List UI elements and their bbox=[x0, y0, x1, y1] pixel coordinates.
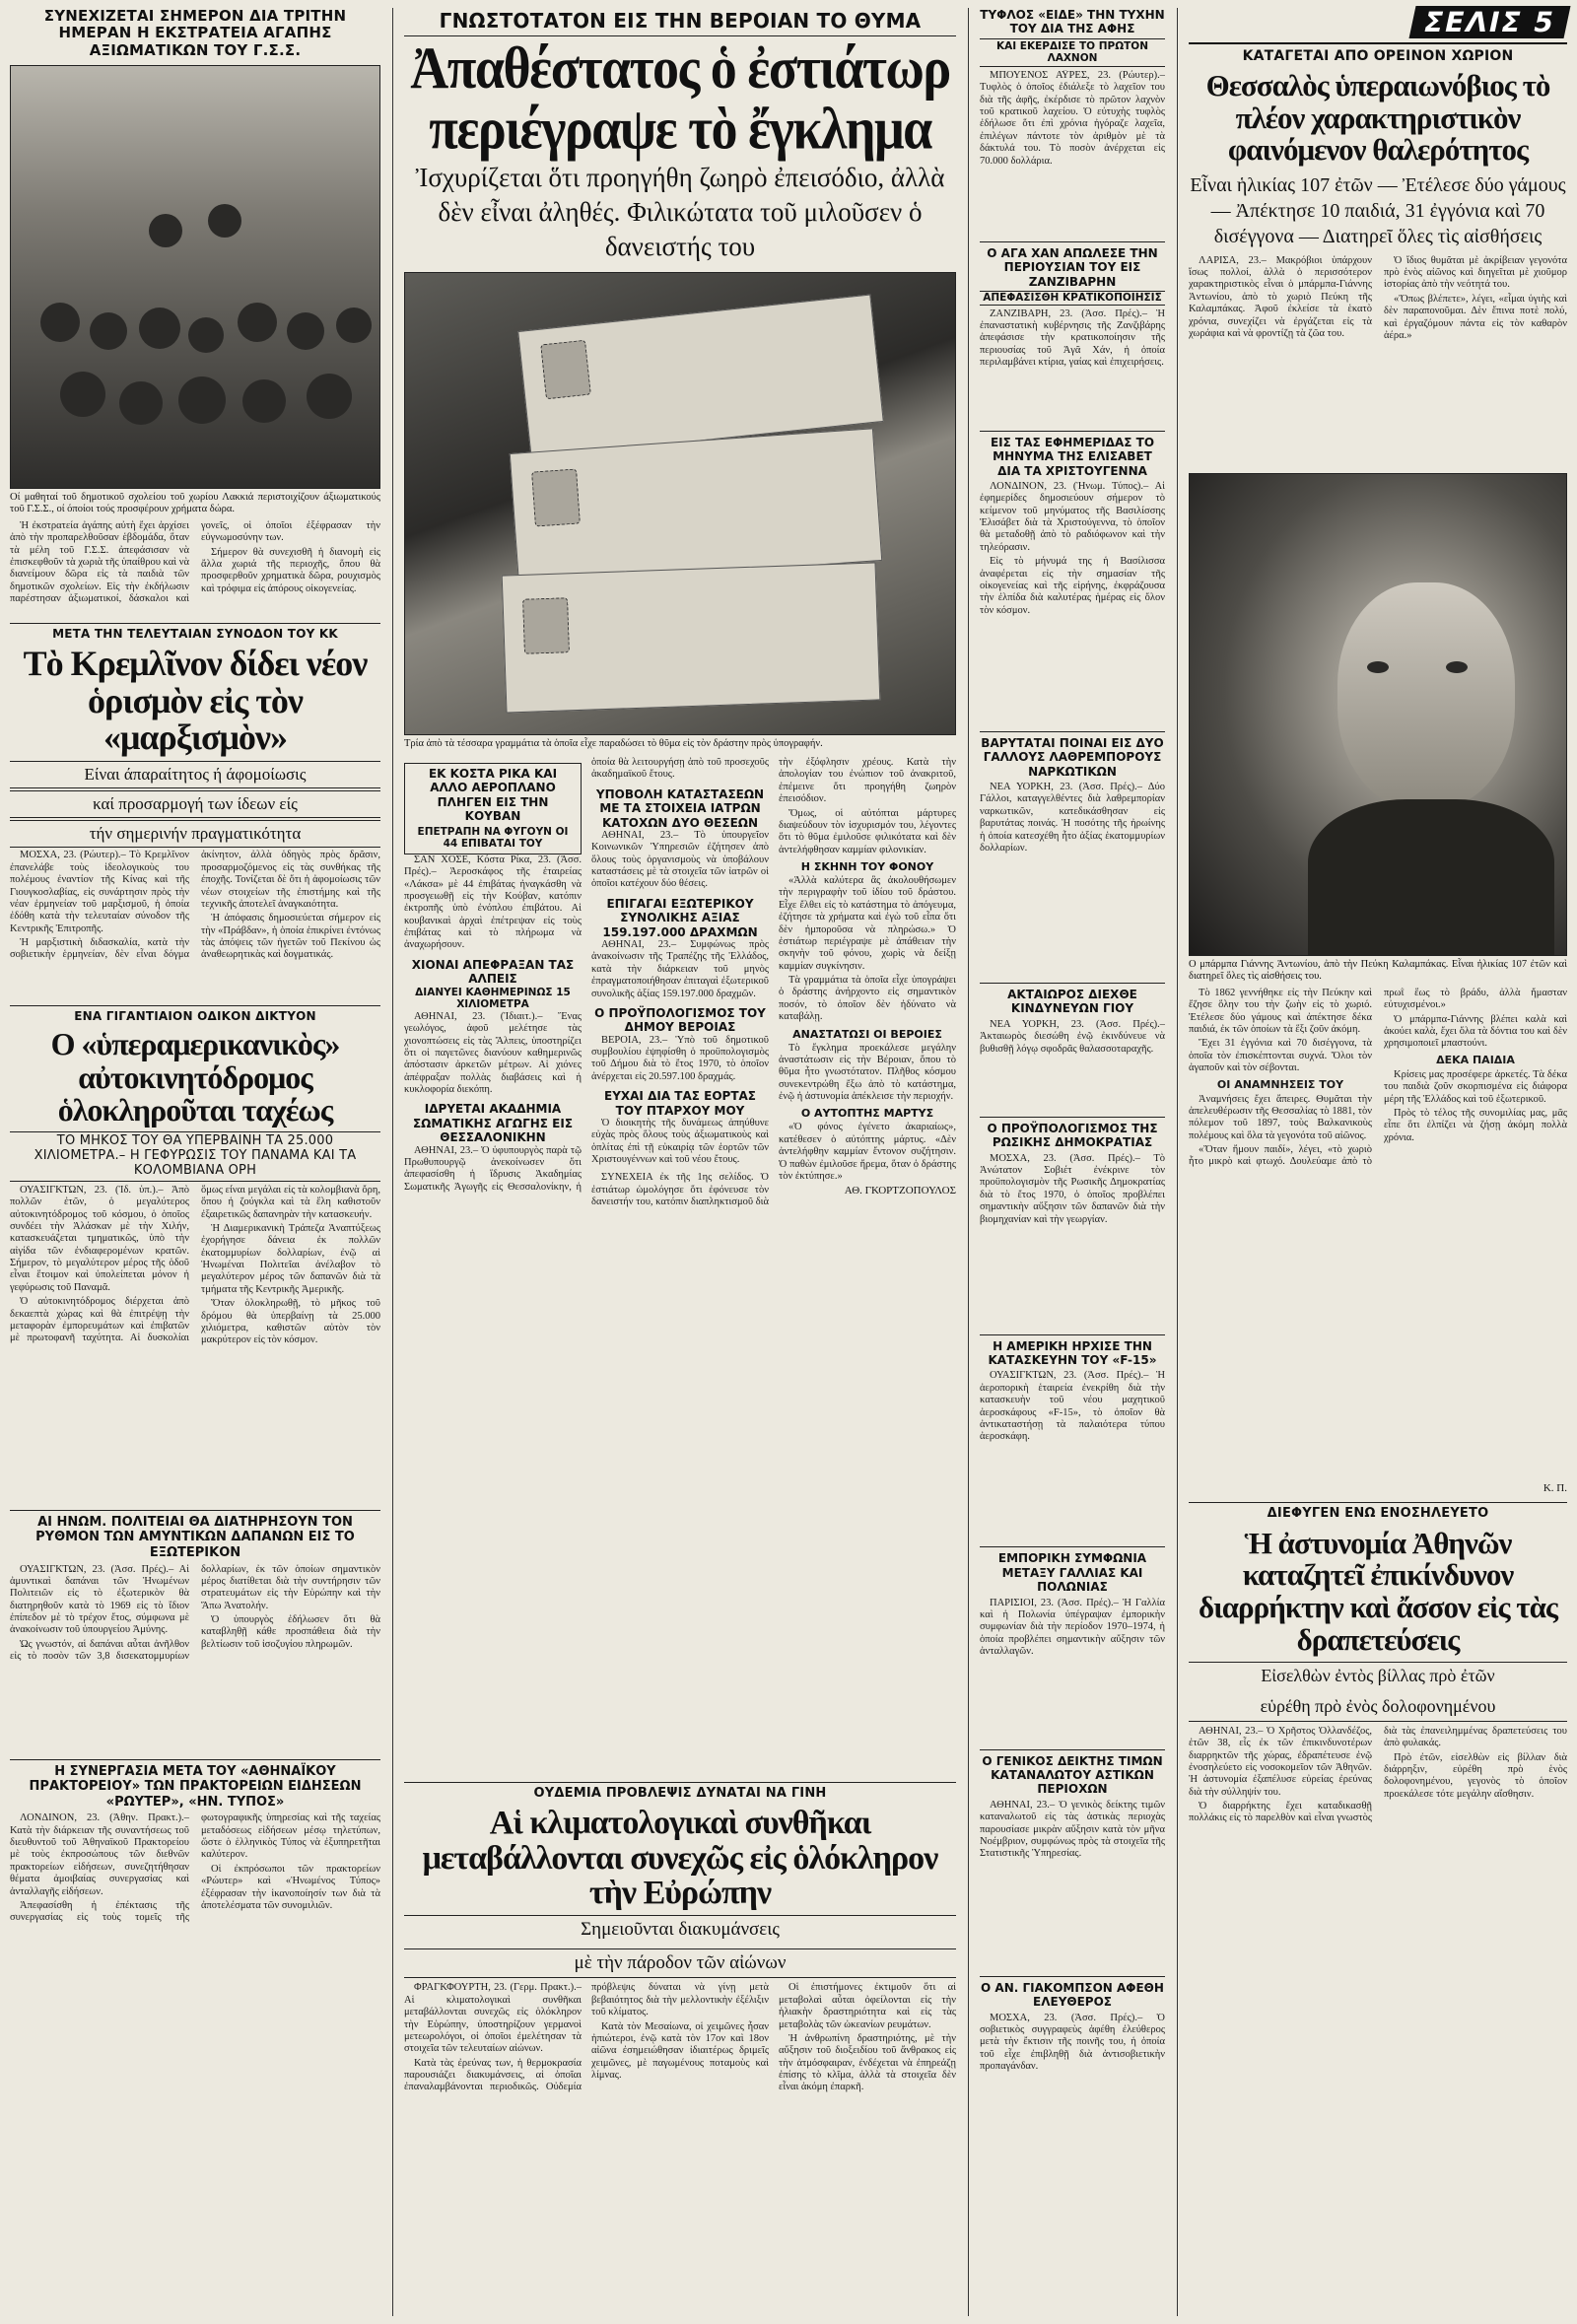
article-body: ΑΘΗΝΑΙ, 23.– Ὁ γενικὸς δείκτης τιμῶν καταναλωτοῦ εἰς τὰς ἀστικὰς περιοχὰς παρουσίασε μικρὰν αὔξησιν κατὰ τὸν μῆνα Νοέμβριον, συμφώνως πρὸς τὰ στοιχεῖα τῆς Στατιστικῆς Ὑπηρεσίας. bbox=[980, 1799, 1165, 1860]
article-body: ΟΥΑΣΙΓΚΤΩΝ, 23. (Ἀσσ. Πρές).– Αἱ ἀμυντικαὶ δαπάναι τῶν Ἡνωμένων Πολιτειῶν εἰς τὸ ἐξωτερικὸν θὰ διατηρηθοῦν κατὰ τὸ 1969 εἰς τὸ ἴδιον ἐπίπεδον μὲ τὸ τρέχον ἔτος, σύμφωνα μὲ ἀνακοίνωσιν τοῦ ὑπουργείου Ἀμύνης. Ὡς γνωστόν, αἱ δαπάναι αὗται ἀνῆλθον εἰς τὸ ποσὸν τῶν 3,8 δισεκατομμυρίων δολλαρίων, ἐκ τῶν ὁποίων σημαντικὸν μέρος διατίθεται διὰ τὴν συντήρησιν τῶν στρατευμάτων εἰς τὴν Εὐρώπην καὶ τὴν Ἄπω Ἀνατολήν. Ὁ ὑπουργὸς ἐδήλωσεν ὅτι θὰ καταβληθῇ κάθε προσπάθεια διὰ τὴν βελτίωσιν τοῦ ἰσοζυγίου πληρωμῶν. bbox=[10, 1563, 380, 1663]
article-body: ΦΡΑΓΚΦΟΥΡΤΗ, 23. (Γερμ. Πρακτ.).– Αἱ κλιματολογικαὶ συνθῆκαι μεταβάλλονται συνεχῶς εἰς ὁλόκληρον τὴν Εὐρώπην, ὑποστηρίζουν γερμανοὶ μετεωρολόγοι, οἱ ὁποῖοι ἐμελέτησαν τὰ στοιχεῖα τῶν τελευταίων αἰώνων. Κατὰ τὰς ἐρεύνας των, ἡ θερμοκρασία παρουσιάζει διακυμάνσεις, αἱ ὁποῖαι ἐπαναλαμβάνονται περιοδικῶς. Οὐδεμία πρόβλεψις δύναται νὰ γίνῃ μετὰ βεβαιότητος διὰ τὴν μελλοντικὴν ἐξέλιξιν τοῦ κλίματος. Κατὰ τὸν Μεσαίωνα, οἱ χειμῶνες ἦσαν ἠπιώτεροι, ἐνῷ κατὰ τὸν 17ον καὶ 18ον αἰῶνα ἐσημειώθησαν ἰδιαιτέρως δριμεῖς χειμῶνες, μὲ παγωμένους ποταμοὺς καὶ λίμνας. Οἱ ἐπιστήμονες ἐκτιμοῦν ὅτι αἱ μεταβολαὶ αὗται ὀφείλονται εἰς τὴν ἡλιακὴν δραστηριότητα καὶ εἰς τὰς μεταβολὰς τῶν ὠκεανίων ρευμάτων. Ἡ ἀνθρωπίνη δραστηριότης, μὲ τὴν αὔξησιν τοῦ διοξειδίου τοῦ ἄνθρακος εἰς τὴν ἀτμόσφαιραν, ἐνδέχεται νὰ ἐπηρεάζῃ ἐπίσης τὸ κλῖμα, ἀλλὰ τὰ στοιχεῖα δὲν εἶναι ἀκόμη ἐπαρκῆ. bbox=[404, 1982, 956, 2093]
article-body: Τὸ 1862 γεννήθηκε εἰς τὴν Πεύκην καὶ ἔζησε ὅλην του τὴν ζωὴν εἰς τὸ χωριό. Ἐτέλεσε δύο γάμους καὶ ἀπέκτησε δέκα παιδιά, ἐκ τῶν ὁποίων τὰ ἕξι ζοῦν ἀκόμη. Ἔχει 31 ἐγγόνια καὶ 70 δισέγγονα, τὰ ὁποῖα τὸν ἐπισκέπτονται συχνά. Ὅλοι τὸν ἀγαποῦν καὶ τὸν σέβονται. ΟΙ ΑΝΑΜΝΗΣΕΙΣ ΤΟΥ Ἀναμνήσεις ἔχει ἄπειρες. Θυμᾶται τὴν ἀπελευθέρωσιν τῆς Θεσσαλίας τὸ 1881, τὸν πόλεμον τοῦ 1897, τοὺς Βαλκανικοὺς πολέμους καὶ ὅλα τὰ γεγονότα τοῦ αἰῶνος. «Ὅταν ἤμουν παιδί», λέγει, «τὸ χωριὸ ἦτο μικρὸ καὶ φτωχό. Δουλεύαμε ἀπὸ τὸ πρωῒ ἕως τὸ βράδυ, ἀλλὰ ἤμασταν εὐτυχισμένοι.» Ὁ μπάρμπα-Γιάννης βλέπει καλὰ καὶ ἀκούει καλὰ, ἔχει ὅλα τὰ δόντια του καὶ δὲν χρησιμοποιεῖ μπαστούνι. ΔΕΚΑ ΠΑΙΔΙΑ Κρίσεις μας προσέφερε ἀρκετές. Τὰ δέκα του παιδιὰ ζοῦν σκορπισμένα εἰς διάφορα μέρη τῆς Ἑλλάδος καὶ τοῦ ἐξωτερικοῦ. Πρὸς τὸ τέλος τῆς συνομιλίας μας, μᾶς εἶπε ὅτι ἐλπίζει νὰ ζήσῃ ἀκόμη πολλὰ χρόνια. bbox=[1189, 987, 1567, 1168]
article-signature: Κ. Π. bbox=[1543, 1481, 1567, 1494]
kremlin-deck: τήν σημερινήν πραγματικότητα bbox=[10, 820, 380, 848]
budget-headline: Ο ΠΡΟΫΠΟΛΟΓΙΣΜΟΣ ΤΟΥ ΔΗΜΟΥ ΒΕΡΟΙΑΣ bbox=[594, 1005, 766, 1035]
column-rule bbox=[968, 8, 969, 2316]
photo-caption: Ο μπάρμπα Γιάννης Ἀντωνίου, ἀπὸ τὴν Πεύκη Καλαμπάκας. Εἶναι ἡλικίας 107 ἐτῶν καὶ διατηρεῖ ὅλες τὶς αἰσθήσεις του. bbox=[1189, 958, 1567, 983]
trade-headline: ΕΜΠΟΡΙΚΗ ΣΥΜΦΩΝΙΑ ΜΕΤΑΞΥ ΓΑΛΛΙΑΣ ΚΑΙ ΠΟΛΩΝΙΑΣ bbox=[997, 1551, 1147, 1595]
article-body: ΑΘΗΝΑΙ, 23. (Ἰδιαιτ.).– Ἕνας γεωλόγος, ἀφοῦ μελέτησε τὰς χιονοπτώσεις εἰς τὰς Ἄλπεις, ὑποστηρίζει ὅτι οἱ παγετῶνες διανύουν καθημερινῶς ἀπόστασιν ἀρκετῶν μέτρων. Αἱ χιόνες ἀπέφραξαν πολλὰς διαβάσεις καὶ ἡ κυκλοφορία διεκόπη. bbox=[404, 1010, 582, 1095]
agency-headline: Η ΣΥΝΕΡΓΑΣΙΑ ΜΕΤΑ ΤΟΥ «ΑΘΗΝΑΪΚΟΥ ΠΡΑΚΤΟΡΕΙΟΥ» ΤΩΝ ΠΡΑΚΤΟΡΕΙΩΝ ΕΙΔΗΣΕΩΝ «ΡΩΥΤΕΡ», «ΗΝ. ΤΥΠΟΣ» bbox=[29, 1763, 362, 1810]
doctors-headline: ΥΠΟΒΟΛΗ ΚΑΤΑΣΤΑΣΕΩΝ ΜΕ ΤΑ ΣΤΟΙΧΕΙΑ ΙΑΤΡΩΝ ΚΑΤΟΧΩΝ ΔΥΟ ΘΕΣΕΩΝ bbox=[595, 786, 765, 830]
page-masthead bbox=[1189, 6, 1567, 44]
article-body: ΛΟΝΔΙΝΟΝ, 23. (Ἡνωμ. Τύπος).– Αἱ ἐφημερίδες δημοσιεύουν σήμερον τὸ κείμενον τοῦ μηνύματος τῆς Βασιλίσσης Ἐλισάβετ διὰ τὰ Χριστούγεννα, τὸ ὁποῖον θὰ μεταδοθῇ ἀπὸ τὸ ραδιόφωνον καὶ τὴν τηλεόρασιν. Εἰς τὸ μήνυμά της ἡ Βασίλισσα ἀναφέρεται εἰς τὴν σημασίαν τῆς οἰκογενείας καὶ τῆς εἰρήνης, ἐκφράζουσα τὴν ἐλπίδα διὰ καλυτέρας ἡμέρας εἰς ὅλον τὸν κόσμον. bbox=[980, 480, 1165, 616]
subhead: Ο ΑΥΤΟΠΤΗΣ ΜΑΡΤΥΣ bbox=[800, 1107, 934, 1121]
centenarian-headline: Θεσσαλὸς ὑπεραιωνόβιος τὸ πλέον χαρακτηριστικὸν φαινόμενον θαλερότητος bbox=[1205, 68, 1550, 168]
lead-kicker: ΓΝΩΣΤΟΤΑΤΟΝ ΕΙΣ ΤΗΝ ΒΕΡΟΙΑΝ ΤΟ ΘΥΜΑ bbox=[404, 10, 956, 36]
section-kicker: ΚΑΤΑΓΕΤΑΙ ΑΠΟ ΟΡΕΙΝΟΝ ΧΩΡΙΟΝ bbox=[1242, 48, 1514, 64]
article-body: ΝΕΑ ΥΟΡΚΗ, 23. (Ἀσσ. Πρές).– Δύο Γάλλοι, καταγγελθέντες διὰ λαθρεμπορίαν ναρκωτικῶν, κατεδικάσθησαν εἰς βαρυτάτας ποινάς. Ἡ ποσότης τῆς ἠρωίνης ἡ ὁποία κατεσχέθη ἦτο ἀξίας ἑκατομμυρίων δολλαρίων. bbox=[980, 782, 1165, 854]
article-body: ΠΑΡΙΣΙΟΙ, 23. (Ἀσσ. Πρές).– Ἡ Γαλλία καὶ ἡ Πολωνία ὑπέγραψαν ἐμπορικὴν συμφωνίαν διὰ τὴν περίοδον 1970–1974, ἡ ὁποία προβλέπει σημαντικὴν αὔξησιν τῶν ἀνταλλαγῶν. bbox=[980, 1597, 1165, 1658]
escape-headline: Ἡ ἀστυνομία Ἀθηνῶν καταζητεῖ ἐπικίνδυνον διαρρήκτην καὶ ἄσσον εἰς τὰς δραπετεύσεις bbox=[1199, 1525, 1557, 1657]
subhead: Η ΣΚΗΝΗ ΤΟΥ ΦΟΝΟΥ bbox=[800, 860, 934, 874]
article-body: ΟΥΑΣΙΓΚΤΩΝ, 23. (Ἰδ. ὑπ.).– Ἀπὸ πολλῶν ἐτῶν, ὁ μεγαλύτερος αὐτοκινητόδρομος τοῦ κόσμου, ὁ ὁποῖος συνδέει τὴν Ἀλάσκαν μὲ τὴν Χιλήν, κατασκευάζεται τμηματικῶς, ὑπὸ τὴν αἰγίδα τῶν ἐνδιαφερομένων κρατῶν. Σήμερον, τὸ μεγαλύτερον μέρος τῆς ὁδοῦ εἶναι ἕτοιμον καὶ ὑπολείπεται μόνον ἡ γεφύρωσις τοῦ Παναμᾶ. Ὁ αὐτοκινητόδρομος διέρχεται ἀπὸ δεκαεπτὰ χώρας καὶ θὰ ἐπιτρέψῃ τὴν μεταφορὰν ἐμπορευμάτων καὶ ἐπιβατῶν μὲ πρωτοφανῆ ταχύτητα. Αἱ δυσκολίαι ὅμως εἶναι μεγάλαι εἰς τὰ κολομβιανὰ ὄρη, ὅπου ἡ ζούγκλα καὶ τὰ ἕλη καθιστοῦν ἐξαιρετικῶς δαπανηρὰν τὴν κατασκευήν. Ἡ Διαμερικανικὴ Τράπεζα Ἀναπτύξεως ἐχορήγησε δάνεια ἐκ πολλῶν ἑκατομμυρίων δολλαρίων, ἐνῷ αἱ Ἡνωμέναι Πολιτεῖαι ἀνέλαβον τὸ μεγαλύτερον μέρος τῶν δαπανῶν διὰ τὰ τμήματα τῆς Κεντρικῆς Ἀμερικῆς. Ὅταν ὁλοκληρωθῇ, τὸ μῆκος τοῦ δρόμου θὰ ὑπερβαίνῃ τὰ 25.000 χιλιόμετρα, καθιστῶν αὐτὸν τὸν μακρύτερον εἰς τὸν κόσμον. bbox=[10, 1184, 380, 1346]
prices-headline: Ο ΓΕΝΙΚΟΣ ΔΕΙΚΤΗΣ ΤΙΜΩΝ ΚΑΤΑΝΑΛΩΤΟΥ ΑΣΤΙΚΩΝ ΠΕΡΙΟΧΩΝ bbox=[982, 1753, 1163, 1797]
section-kicker: ΜΕΤΑ ΤΗΝ ΤΕΛΕΥΤΑΙΑΝ ΣΥΝΟΔΟΝ ΤΟΥ ΚΚ bbox=[52, 626, 338, 641]
article-body: Ἡ ἐκστρατεία ἀγάπης αὐτὴ ἔχει ἀρχίσει ἀπὸ τὴν προπαρελθοῦσαν ἑβδομάδα, ὅταν τὰ μέλη τοῦ Γ.Σ.Σ. ἀπεφάσισαν νὰ ἐπισκεφθοῦν τὰ χωριὰ τῆς ὑπαίθρου καὶ νὰ διανείμουν δῶρα εἰς τὰ παιδιὰ τῶν δημοτικῶν σχολείων. Εἰς τὴν ἐκδήλωσιν παρέστησαν ἀξιωματικοί, δάσκαλοι καὶ γονεῖς, οἱ ὁποῖοι ἐξέφρασαν τὴν εὐγνωμοσύνην των. Σήμερον θὰ συνεχισθῆ ἡ διανομὴ εἰς ἄλλα χωριά τῆς περιοχῆς, ὅπου θὰ προσφερθοῦν χρηματικὰ δῶρα, ρουχισμὸς καὶ τρόφιμα εἰς ἀπόρους οἰκογενείας. bbox=[10, 519, 380, 605]
climate-kicker: ΟΥΔΕΜΙΑ ΠΡΟΒΛΕΨΙΣ ΔΥΝΑΤΑΙ ΝΑ ΓΙΝΗ bbox=[533, 1786, 827, 1801]
article-body: ΣΥΝΕΧΕΙΑ ἐκ τῆς 1ης σελίδος. Ὁ ἐστιάτωρ ὡμολόγησε ὅτι ἐφόνευσε τὸν δανειστήν του, κατόπιν διαπληκτισμοῦ διὰ τὴν ἐξόφλησιν χρέους. Κατὰ τὴν ἀπολογίαν του ἐνώπιον τοῦ ἀνακριτοῦ, ἐπέμεινε ὅτι προηγήθη ζωηρὸν ἐπεισόδιον. Ὅμως, οἱ αὐτόπται μάρτυρες διαψεύδουν τὸν ἰσχυρισμόν του, λέγοντες ὅτι τὸ θῦμα ἐμιλοῦσε φιλικότατα καὶ δὲν ἀντελήφθησαν καμμίαν φιλονικίαν. bbox=[591, 757, 956, 1208]
highway-headline: Ο «ὑπεραμερικανικὸς» αὐτοκινητόδρομος ὁλοκληροῦται ταχέως bbox=[50, 1026, 340, 1128]
top-kicker: ΣΥΝΕΧΙΖΕΤΑΙ ΣΗΜΕΡΟΝ ΔΙΑ ΤΡΙΤΗΝ ΗΜΕΡΑΝ Η ΕΚΣΤΡΑΤΕΙΑ ΑΓΑΠΗΣ ΑΞΙΩΜΑΤΙΚΩΝ ΤΟΥ Γ.Σ.Σ. bbox=[43, 7, 347, 59]
column-rule bbox=[392, 8, 393, 2316]
escape-article bbox=[1189, 1502, 1567, 1962]
queen-headline: ΕΙΣ ΤΑΣ ΕΦΗΜΕΡΙΔΑΣ ΤΟ ΜΗΝΥΜΑ ΤΗΣ ΕΛΙΣΑΒΕΤ ΔΙΑ ΤΑ ΧΡΙΣΤΟΥΓΕΝΝΑ bbox=[990, 435, 1155, 478]
yakimovich-headline: Ο ΑΝ. ΓΙΑΚΟΜΠΣΟΝ ΑΦΕΘΗ ΕΛΕΥΘΕΡΟΣ bbox=[981, 1980, 1164, 2010]
article-body: ΑΘΗΝΑΙ, 23.– Συμφώνως πρὸς ἀνακοίνωσιν τῆς Τραπέζης τῆς Ἑλλάδος, κατὰ τὴν διάρκειαν τοῦ μηνὸς ἐπραγματοποιήθησαν ἐπιταγαὶ ἐξωτερικοῦ συνολικῆς ἀξίας 159.197.000 δραχμῶν. bbox=[591, 939, 769, 999]
wishes-headline: ΕΥΧΑΙ ΔΙΑ ΤΑΣ ΕΟΡΤΑΣ ΤΟΥ ΠΤΑΡΧΟΥ ΜΟΥ bbox=[604, 1089, 756, 1118]
aga-headline: Ο ΑΓΑ ΧΑΝ ΑΠΩΛΕΣΕ ΤΗΝ ΠΕΡΙΟΥΣΙΑΝ ΤΟΥ ΕΙΣ ΖΑΝΖΙΒΑΡΗΝ bbox=[987, 245, 1158, 289]
school-children-photo bbox=[10, 65, 380, 489]
photo-caption: Οί μαθηταί τοῦ δημοτικοῦ σχολείου τοῦ χωρίου Λακκιά περιστοιχίζουν άξιωματικούς τοῦ Γ.Σ.Σ., οί όποίοι τούς προσφέρουν χρήματα δώρα. bbox=[10, 491, 380, 515]
article-body: ΛΑΡΙΣΑ, 23.– Μακρόβιοι ὑπάρχουν ἴσως πολλοί, ἀλλὰ ὁ περισσότερον χαρακτηριστικὸς εἶναι ὁ μπάρμπα-Γιάννης Ἀντωνίου, ἀπὸ τὸ χωριὸ Πεύκη τῆς Καλαμπάκας. Ἀφοῦ ἐκλείσε τὰ ἑκατὸ χρόνια, συνεχίζει νὰ ἐργάζεται εἰς τὰ χωράφια καὶ νὰ φροντίζῃ τὰ ζῶα του. Ὁ ἴδιος θυμᾶται μὲ ἀκρίβειαν γεγονότα πρὸ ἑνὸς αἰῶνος καὶ διηγεῖται μὲ χιοῦμορ ἱστορίας ἀπὸ τὴν νεότητά του. «Ὅπως βλέπετε», λέγει, «εἶμαι ὑγιὴς καὶ δὲν παραπονοῦμαι. Δὲν ἔπινα ποτὲ πολύ, καὶ ἐργαζόμουν πάντα εἰς τὸν καθαρὸν ἀέρα.» bbox=[1189, 254, 1567, 341]
lead-headline: Ἀπαθέστατος ὁ ἐστιάτωρ περιέγραψε τὸ ἔγκλημα bbox=[410, 34, 950, 162]
article-body: ΖΑΝΖΙΒΑΡΗ, 23. (Ἀσσ. Πρές).– Ἡ ἐπαναστατικὴ κυβέρνησις τῆς Ζανζιβάρης ἀπεφάσισε τὴν κρατικοποίησιν τῆς περιουσίας τοῦ Ἀγᾶ Χάν, ἡ ὁποία περιλαμβάνει κτίρια, γαίας καὶ ἐπιχειρήσεις. bbox=[980, 308, 1165, 369]
article-body: ΝΕΑ ΥΟΡΚΗ, 23. (Ἀσσ. Πρές).– Ἀκταιωρὸς διεσώθη ἐνῷ ἐκινδύνευε νὰ βυθισθῇ λόγῳ σφοδρᾶς θαλασσοταραχῆς. bbox=[980, 1018, 1165, 1055]
article-body: ΒΕΡΟΙΑ, 23.– Ὑπὸ τοῦ δημοτικοῦ συμβουλίου ἐψηφίσθη ὁ προϋπολογισμὸς τοῦ Δήμου διὰ τὸ ἔτος 1970, τὸ ὁποῖον ἀνέρχεται εἰς 20.597.100 δραχμάς. bbox=[591, 1034, 769, 1082]
climate-deck: μὲ τὴν πάροδον τῶν αἰώνων bbox=[404, 1948, 956, 1979]
climate-article bbox=[404, 1782, 956, 2307]
article-body: ΜΠΟΥΕΝΟΣ ΑΫΡΕΣ, 23. (Ρώυτερ).– Τυφλὸς ὁ ὁποῖος ἐδιάλεξε τὸ λαχεῖον του διὰ τῆς ἀφῆς, ἐκέρδισε τὸ πρῶτον λαχνὸν τοῦ κρατικοῦ λαχείου. Ὁ εὐτυχὴς τυφλὸς ἐδήλωσε ὅτι ἐπὶ χρόνια ἠγόραζε λαχεῖα, ἐπιλέγων πάντοτε τὸν ἀριθμὸν μὲ τὰ δάκτυλά του. Τὸ ποσὸν ἀνέρχεται εἰς 70.000 δολλάρια. bbox=[980, 69, 1165, 167]
center-lower-columns bbox=[404, 757, 956, 1859]
article-body: ΛΟΝΔΙΝΟΝ, 23. (Ἀθην. Πρακτ.).– Κατὰ τὴν διάρκειαν τῆς συναντήσεως τοῦ διευθυντοῦ τοῦ Ἀθηναϊκοῦ Πρακτορείου μὲ τοὺς ἐκπροσώπους τῶν διεθνῶν πρακτορείων εἰδήσεων, συνεζητήθησαν θέματα ἀμοιβαίας συνεργασίας καὶ ἀνταλλαγῆς εἰδήσεων. Ἀπεφασίσθη ἡ ἐπέκτασις τῆς συνεργασίας εἰς τοὺς τομεῖς τῆς φωτογραφικῆς ὑπηρεσίας καὶ τῆς ταχείας μεταδόσεως εἰδήσεων μέσῳ τηλετύπων, ὥστε ὁ ἑλληνικὸς Τύπος νὰ ἐξυπηρετῆται καλύτερον. Οἱ ἐκπρόσωποι τῶν πρακτορείων «Ρώυτερ» καὶ «Ἡνωμένος Τύπος» ἐξέφρασαν τὴν ἱκανοποίησίν των διὰ τὰ ἀποτελέσματα τῶν συνομιλιῶν. bbox=[10, 1812, 380, 1924]
photo-caption: Τρία ἀπὸ τὰ τέσσαρα γραμμάτια τὰ ὁποῖα εἶχε παραδώσει τὸ θῦμα εἰς τὸν δράστην πρὸς ὑπογραφήν. bbox=[404, 738, 823, 750]
climate-headline: Αἱ κλιματολογικαὶ συνθῆκαι μεταβάλλονται συνεχῶς εἰς ὁλόκληρον τὴν Εὐρώπην bbox=[422, 1804, 938, 1912]
kremlin-deck: Είναι άπαραίτητος ή άφομοίωσις bbox=[10, 761, 380, 788]
subhead: ΟΙ ΑΝΑΜΝΗΣΕΙΣ ΤΟΥ bbox=[1216, 1077, 1344, 1091]
costa-rica-headline: ΕΚ ΚΟΣΤΑ ΡΙΚΑ ΚΑΙ ΑΛΛΟ ΑΕΡΟΠΛΑΝΟ ΠΛΗΓΕΝ ΕΙΣ ΤΗΝ ΚΟΥΒΑΝ bbox=[428, 767, 558, 824]
centenarian-portrait-photo bbox=[1189, 473, 1567, 956]
highway-deck: ΤΟ ΜΗΚΟΣ ΤΟΥ ΘΑ ΥΠΕΡΒΑΙΝΗ ΤΑ 25.000 ΧΙΛΙΟΜΕΤΡΑ.– Η ΓΕΦΥΡΩΣΙΣ ΤΟΥ ΠΑΝΑΜΑ ΚΑΙ ΤΑ ΚΟΛΟΜΒΙΑΝΑ ΟΡΗ bbox=[10, 1131, 380, 1182]
escape-deck: Εἰσελθὼν ἐντὸς βίλλας πρὸ ἐτῶν bbox=[1189, 1662, 1567, 1689]
costa-rica-sub: ΕΠΕΤΡΑΠΗ ΝΑ ΦΥΓΟΥΝ ΟΙ 44 ΕΠΙΒΑΤΑΙ ΤΟΥ bbox=[417, 825, 569, 851]
article-body: ΑΘΗΝΑΙ, 23.– Τὸ ὑπουργεῖον Κοινωνικῶν Ὑπηρεσιῶν ἐζήτησεν ἀπὸ ὅλους τοὺς ὀργανισμοὺς νὰ ὑποβάλουν καταστάσεις μὲ τὰ στοιχεῖα τῶν ἰατρῶν οἱ ὁποῖοι κατέχουν δύο θέσεις. bbox=[591, 829, 769, 890]
loans-headline: ΕΠΙΓΑΓΑΙ ΕΞΩΤΕΡΙΚΟΥ ΣΥΝΟΛΙΚΗΣ ΑΞΙΑΣ 159.197.000 ΔΡΑΧΜΩΝ bbox=[602, 896, 758, 939]
article-body: ΟΥΑΣΙΓΚΤΩΝ, 23. (Ἀσσ. Πρές).– Ἡ ἀεροπορικὴ ἑταιρεία ἐνεκρίθη διὰ τὴν κατασκευὴν τοῦ νέου μαχητικοῦ ἀεροσκάφους «F-15», τὸ ὁποῖον θὰ ἀντικαταστήσῃ τὰ παλαιότερα τύπου ἀεροσκάφη. bbox=[980, 1370, 1165, 1443]
kremlin-headline: Τὸ Κρεμλῖνον δίδει νέον ὁρισμὸν εἰς τὸν «μαρξισμὸν» bbox=[23, 643, 368, 758]
blind-sub: ΚΑΙ ΕΚΕΡΔΙΣΕ ΤΟ ΠΡΩΤΟΝ ΛΑΧΝΟΝ bbox=[980, 38, 1165, 67]
aga-sub: ΑΠΕΦΑΣΙΣΘΗ ΚΡΑΤΙΚΟΠΟΙΗΣΙΣ bbox=[980, 291, 1165, 306]
promissory-notes-photo bbox=[404, 272, 956, 735]
whale-headline: ΑΚΤΑΙΩΡΟΣ ΔΙΕΧΘΕ ΚΙΝΔΥΝΕΥΩΝ ΓΙΟΥ bbox=[1007, 988, 1137, 1016]
article-body: ΜΟΣΧΑ, 23. (Ἀσσ. Πρές).– Ὁ σοβιετικὸς συγγραφεὺς ἀφέθη ἐλεύθερος μετὰ τὴν ἔκτισιν τῆς ποινῆς του, ἡ ὁποία τοῦ εἶχε ἐπιβληθῇ διὰ ἀντισοβιετικὴν προπαγάνδαν. bbox=[980, 2012, 1165, 2073]
column-right bbox=[1179, 0, 1577, 2324]
section-kicker: ΕΝΑ ΓΙΓΑΝΤΙΑΙΟΝ ΟΔΙΚΟΝ ΔΙΚΤΥΟΝ bbox=[74, 1009, 316, 1024]
snow-headline: ΧΙΟΝΑΙ ΑΠΕΦΡΑΞΑΝ ΤΑΣ ΑΛΠΕΙΣ bbox=[411, 957, 575, 987]
article-signature: ΑΘ. ΓΚΟΡΤΖΟΠΟΥΛΟΣ bbox=[844, 1185, 956, 1197]
centenarian-deck: Εἶναι ἡλικίας 107 ἐτῶν — Ἐτέλεσε δύο γάμους — Ἀπέκτησε 10 παιδιά, 31 ἐγγόνια καὶ 70 δισέγγονα — Διατηρεῖ ὅλες τὶς αἰσθήσεις bbox=[1190, 173, 1566, 247]
russia-headline: Ο ΠΡΟΫΠΟΛΟΓΙΣΜΟΣ ΤΗΣ ΡΩΣΙΚΗΣ ΔΗΜΟΚΡΑΤΙΑΣ bbox=[987, 1121, 1158, 1150]
climate-deck: Σημειοῦνται διακυμάνσεις bbox=[404, 1915, 956, 1945]
america-headline: Η ΑΜΕΡΙΚΗ ΗΡΧΙΣΕ ΤΗΝ ΚΑΤΑΣΚΕΥΗΝ ΤΟΥ «F-15» bbox=[988, 1338, 1157, 1368]
subhead: ΔΕΚΑ ΠΑΙΔΙΑ bbox=[1436, 1053, 1515, 1066]
article-body: ΜΟΣΧΑ, 23. (Ἀσσ. Πρές).– Τὸ Ἀνώτατον Σοβιέτ ἐνέκρινε τὸν προϋπολογισμὸν τῆς Ρωσικῆς Δημοκρατίας διὰ τὸ ἔτος 1970, ὁ ὁποῖος προβλέπει σημαντικὴν αὔξησιν τῶν δαπανῶν διὰ τὴν βιομηχανίαν καὶ τὴν γεωργίαν. bbox=[980, 1152, 1165, 1225]
kremlin-deck: καί προσαρμογή των ίδεων είς bbox=[10, 790, 380, 818]
lead-deck: Ἰσχυρίζεται ὅτι προηγήθη ζωηρὸ ἐπεισόδιο, ἀλλὰ δὲν εἶναι ἀληθές. Φιλικώτατα τοῦ μιλοῦσεν ὁ δανειστής του bbox=[415, 163, 945, 262]
article-body: Ὁ διοικητὴς τῆς δυνάμεως ἀπηύθυνε εὐχὰς πρὸς ὅλους τοὺς ἀξιωματικοὺς καὶ ὁπλίτας ἐπὶ τῇ εὐκαιρίᾳ τῶν ἑορτῶν τῶν Χριστουγέννων καὶ τοῦ νέου ἔτους. bbox=[591, 1117, 769, 1166]
academy-headline: ΙΔΡΥΕΤΑΙ ΑΚΑΔΗΜΙΑ ΣΩΜΑΤΙΚΗΣ ΑΓΩΓΗΣ ΕΙΣ ΘΕΣΣΑΛΟΝΙΚΗΝ bbox=[412, 1102, 574, 1145]
article-body: «Ὁ φόνος ἐγένετο ἀκαριαίως», κατέθεσεν ὁ αὐτόπτης μάρτυς. «Δὲν ἀντελήφθην καμμίαν ἔντονον συζήτησιν. Ὁ παθὼν ἐμιλοῦσε ἤρεμα, ὅταν ὁ δράστης τὸν ἐκτύπησε.» bbox=[779, 1122, 956, 1182]
escape-deck: εὑρέθη πρὸ ἐνὸς δολοφονημένου bbox=[1189, 1693, 1567, 1721]
article-body: ΣΑΝ ΧΟΣΕ, Κόστα Ρίκα, 23. (Ἀσσ. Πρές).– Ἀεροσκάφος τῆς ἑταιρείας «Λάκσα» μὲ 44 ἐπιβάτας ἠναγκάσθη νὰ προσγειωθῇ εἰς τὴν Κούβαν, κατόπιν ἐκτροπῆς ὑπὸ ἐνόπλου ἐπιβάτου. Αἱ κουβανικαὶ ἀρχαὶ ἐπέτρεψαν εἰς τοὺς ἐπιβάτας καὶ τὸ πλήρωμα νὰ ἀναχωρήσουν. bbox=[404, 854, 582, 951]
escape-kicker: ΔΙΕΦΥΓΕΝ ΕΝΩ ΕΝΟΣΗΛΕΥΕΤΟ bbox=[1267, 1505, 1489, 1521]
page-label: ΣΕΛΙΣ 5 bbox=[1409, 6, 1571, 38]
article-body: ΑΘΗΝΑΙ, 23.– Ὁ ὑφυπουργὸς παρὰ τῷ Πρωθυπουργῷ ἀνεκοίνωσεν ὅτι ἀπεφασίσθη ἡ ἵδρυσις Ἀκαδημίας Σωματικῆς Ἀγωγῆς εἰς Θεσσαλονίκην, ἡ ὁποία θὰ λειτουργήσῃ ἀπὸ τοῦ προσεχοῦς ἀκαδημαϊκοῦ ἔτους. bbox=[404, 757, 769, 1193]
blind-headline: ΤΥΦΛΟΣ «ΕΙΔΕ» ΤΗΝ ΤΥΧΗΝ ΤΟΥ ΔΙΑ ΤΗΣ ΑΦΗΣ bbox=[980, 8, 1165, 36]
article-body: «Ἀλλὰ καλύτερα ἂς ἀκολουθήσωμεν τὴν περιγραφὴν τοῦ ἰδίου τοῦ δράστου. Εἶχε ἔλθει εἰς τὸ κατάστημα τὸ ἀπόγευμα, ἐζήτησε τὰ χρήματα καὶ ἐγὼ τοῦ εἶπα ὅτι δὲν ἠμποροῦσα νὰ πληρώσω.» Ὁ ἐστιάτωρ περιέγραψε μὲ ἀπάθειαν τὴν σκηνὴν τοῦ φόνου, χωρὶς νὰ δείξῃ καμμίαν συγκίνησιν. Τὰ γραμμάτια τὰ ὁποῖα εἶχε ὑπογράψει ὁ δράστης ἀνήρχοντο εἰς σημαντικὸν ποσόν, τὸ ὁποῖον δὲν ἠδύνατο νὰ καταβάλῃ. bbox=[779, 875, 956, 1023]
article-body: Τὸ ἔγκλημα προεκάλεσε μεγάλην ἀναστάτωσιν εἰς τὴν Βέροιαν, ὅπου τὸ θῦμα ἦτο γνωστότατον. Πλῆθος κόσμου συνεκεντρώθη ἔξω ἀπὸ τὸ κατάστημα, ἐνῷ ἡ ἀστυνομία ἀπέκλεισε τὴν περιοχήν. bbox=[779, 1042, 956, 1103]
subhead: ΑΝΑΣΤΑΤΩΣΙ ΟΙ ΒΕΡΟΙΕΣ bbox=[792, 1027, 942, 1041]
snow-sub: ΔΙΑΝΥΕΙ ΚΑΘΗΜΕΡΙΝΩΣ 15 ΧΙΛΙΟΜΕΤΡΑ bbox=[415, 986, 571, 1011]
column-center bbox=[394, 0, 966, 2324]
drugs-headline: ΒΑΡΥΤΑΤΑΙ ΠΟΙΝΑΙ ΕΙΣ ΔΥΟ ΓΑΛΛΟΥΣ ΛΑΘΡΕΜΠΟΡΟΥΣ ΝΑΡΚΩΤΙΚΩΝ bbox=[981, 735, 1164, 779]
column-rule bbox=[1177, 8, 1178, 2316]
article-body: ΜΟΣΧΑ, 23. (Ρώυτερ).– Τὸ Κρεμλῖνον ἐπανελάβε τοὺς ἰδεολογικοὺς του πολέμους ἐναντίον τῆς Κίνας καὶ τῆς Γιουγκοσλαβίας, εἰς συνάρτησιν πρὸς τὴν νέαν ἑρμηνείαν τοῦ μαρξισμοῦ, ἡ ὁποία ἐδόθη κατὰ τὴν τελευταίαν σύνοδον τῆς Κεντρικῆς Ἐπιτροπῆς. Ἡ μαρξιστικὴ διδασκαλία, κατὰ τὴν σοβιετικὴν ἑρμηνείαν, δὲν εἶναι δόγμα ἀκίνητον, ἀλλὰ ὁδηγὸς πρὸς δρᾶσιν, προσαρμοζόμενος εἰς τὰς συνθήκας τῆς ἐποχῆς. Τονίζεται δὲ ὅτι ἡ ἀφομοίωσις τῶν νέων στοιχείων τῆς ἐπιστήμης καὶ τῆς τεχνικῆς ἀποτελεῖ ἀναγκαιότητα. Ἡ ἀπόφασις δημοσιεύεται σήμερον εἰς τὴν «Πράβδαν», ἡ ὁποία ἐπικρίνει ἐντόνως τὰς ἀπόψεις τῶν ἡγετῶν τοῦ Πεκίνου ὡς ἀναθεωρητικὰς καὶ δογματικάς. bbox=[10, 850, 380, 961]
article-body: ΑΘΗΝΑΙ, 23.– Ὁ Χρῆστος Ὀλλανδέζος, ἐτῶν 38, εἷς ἐκ τῶν ἐπικινδυνοτέρων διαρρηκτῶν τῆς χώρας, ἐδραπέτευσε ἐνῷ ἐνοσηλεύετο εἰς νοσοκομεῖον τῶν Ἀθηνῶν. Ἡ ἀστυνομία ἐξαπέλυσε εὐρείας ἐρεύνας διὰ τὴν σύλληψίν του. Ὁ διαρρήκτης ἔχει καταδικασθῇ πολλάκις εἰς τὸ παρελθὸν καὶ εἶναι γνωστὸς διὰ τὰς ἐπανειλημμένας δραπετεύσεις του ἀπὸ φυλακάς. Πρὸ ἐτῶν, εἰσελθὼν εἰς βίλλαν διὰ διάρρηξιν, εὑρέθη πρὸ ἑνὸς δολοφονημένου, γεγονὸς τὸ ὁποῖον προεκάλεσε τότε μεγάλην αἴσθησιν. bbox=[1189, 1725, 1567, 1824]
column-briefs bbox=[970, 0, 1175, 2324]
column-left bbox=[0, 0, 390, 2324]
defense-headline: ΑΙ ΗΝΩΜ. ΠΟΛΙΤΕΙΑΙ ΘΑ ΔΙΑΤΗΡΗΣΟΥΝ ΤΟΝ ΡΥΘΜΟΝ ΤΩΝ ΑΜΥΝΤΙΚΩΝ ΔΑΠΑΝΩΝ ΕΙΣ ΤΟ ΕΞΩΤΕΡΙΚΟΝ bbox=[35, 1514, 355, 1560]
